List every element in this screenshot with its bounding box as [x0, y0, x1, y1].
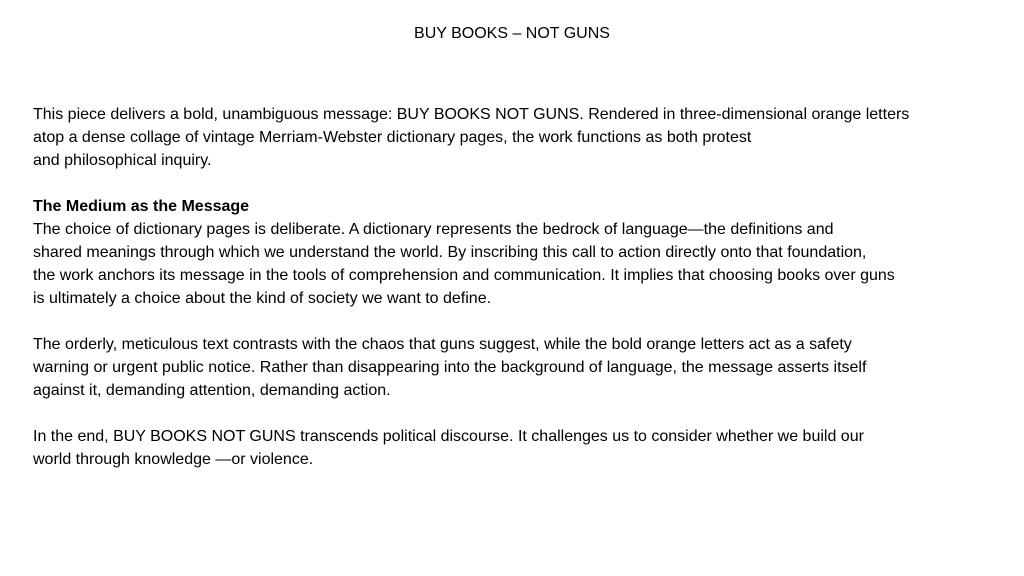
contrast-paragraph: [33, 333, 1003, 402]
slide-title: BUY BOOKS – NOT GUNS: [414, 25, 610, 42]
contrast-line: warning or urgent public notice. Rather than disappearing into the background of language, the message asserts itself: [33, 359, 867, 376]
slide-body: [33, 103, 1003, 471]
paragraph-gap: [33, 172, 1003, 195]
conclusion-line: world through knowledge —or violence.: [33, 451, 314, 468]
section-line: The choice of dictionary pages is deliberate. A dictionary represents the bedrock of language—the definitions and: [33, 221, 834, 238]
paragraph-gap: [33, 310, 1003, 333]
section-line: shared meanings through which we understand the world. By inscribing this call to action directly onto that foundation,: [33, 244, 867, 261]
conclusion-line: In the end, BUY BOOKS NOT GUNS transcends political discourse. It challenges us to consider whether we build our: [33, 428, 864, 445]
intro-line: and philosophical inquiry.: [33, 152, 212, 169]
conclusion-paragraph: [33, 425, 1003, 471]
contrast-line: against it, demanding attention, demanding action.: [33, 382, 391, 399]
intro-line: atop a dense collage of vintage Merriam-Webster dictionary pages, the work functions as both protest: [33, 129, 752, 146]
contrast-line: The orderly, meticulous text contrasts with the chaos that guns suggest, while the bold orange letters act as a safety: [33, 336, 852, 353]
section-line: the work anchors its message in the tools of comprehension and communication. It implies that choosing books over guns: [33, 267, 895, 284]
section-line: is ultimately a choice about the kind of society we want to define.: [33, 290, 492, 307]
section-heading: The Medium as the Message: [33, 198, 250, 215]
intro-line: This piece delivers a bold, unambiguous message: BUY BOOKS NOT GUNS. Rendered in three-dimensional orange letters: [33, 106, 910, 123]
intro-paragraph: [33, 103, 1003, 172]
medium-section: [33, 195, 1003, 310]
paragraph-gap: [33, 402, 1003, 425]
